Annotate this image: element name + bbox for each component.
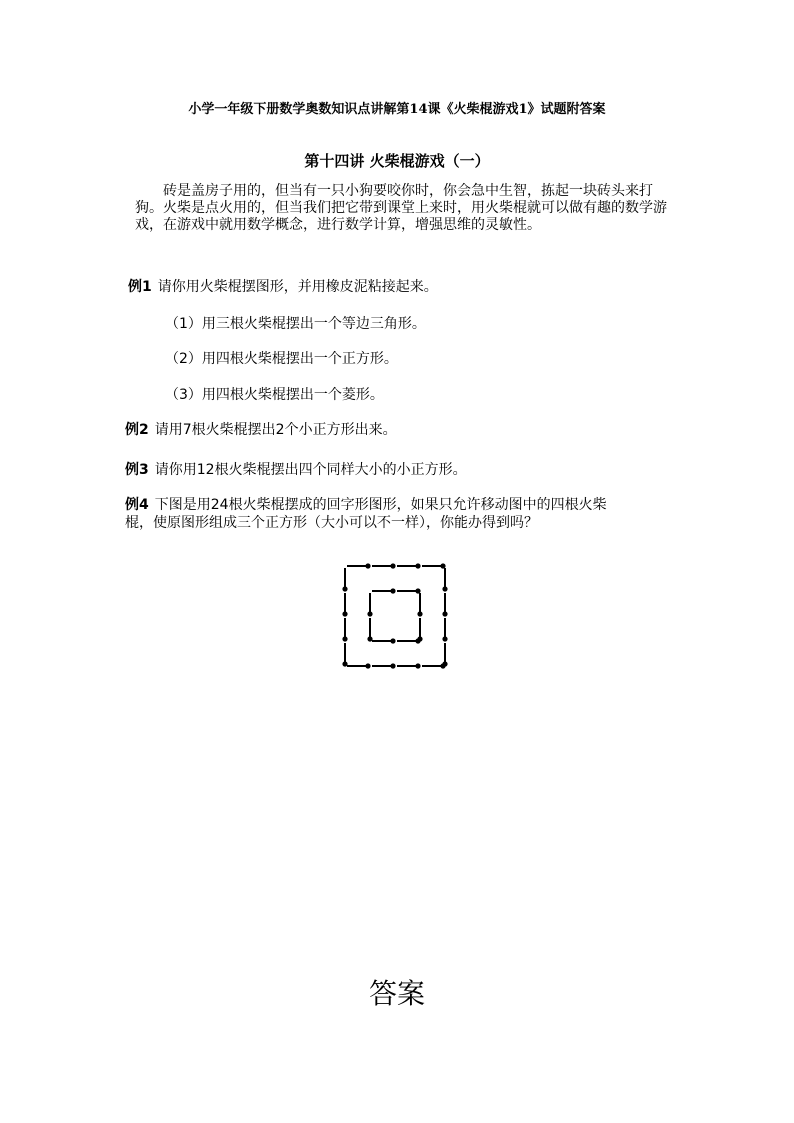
matchstick-head (342, 586, 347, 591)
matchstick-head (442, 586, 447, 591)
matchstick-head (365, 663, 370, 668)
matchstick-head (390, 588, 395, 593)
matchstick-head (442, 636, 447, 641)
matchstick-head (415, 663, 420, 668)
sub-item-1: （1）用三根火柴棍摆出一个等边三角形。 (165, 316, 426, 332)
example-text: 请你用12根火柴棍摆出四个同样大小的小正方形。 (154, 462, 467, 478)
matchstick-head (415, 588, 420, 593)
example-2 (125, 419, 397, 439)
example-label: 例3 (125, 462, 149, 478)
matchstick-head (367, 636, 372, 641)
example-label: 例1 (128, 279, 152, 295)
sub-item-3: （3）用四根火柴棍摆出一个菱形。 (165, 387, 384, 403)
matchstick-head (440, 563, 445, 568)
matchstick-head (442, 661, 447, 666)
matchstick-head (417, 611, 422, 616)
example-text: 请用7根火柴棍摆出2个小正方形出来。 (154, 422, 397, 438)
example-text: 请你用火柴棍摆图形，并用橡皮泥粘接起来。 (157, 279, 438, 295)
matchstick-head (390, 563, 395, 568)
example-label: 例4 (125, 497, 149, 513)
matchstick-head (417, 636, 422, 641)
example-1 (128, 276, 438, 296)
matchsticks (342, 563, 447, 668)
answer-heading: 答案 (368, 977, 425, 1010)
matchstick-head (415, 563, 420, 568)
sub-item-2: （2）用四根火柴棍摆出一个正方形。 (165, 351, 398, 367)
example-3 (125, 459, 467, 479)
matchstick-head (342, 636, 347, 641)
matchstick-head (442, 611, 447, 616)
matchstick-head (342, 611, 347, 616)
lesson-title: 第十四讲 火柴棍游戏（一） (304, 152, 490, 170)
example-4-line-2: 棍，使原图形组成三个正方形（大小可以不一样），你能办得到吗？ (125, 515, 538, 531)
matchstick-head (367, 611, 372, 616)
matchstick-head (342, 661, 347, 666)
matchstick-figure (335, 558, 455, 678)
example-4 (125, 494, 607, 514)
matchstick-head (390, 663, 395, 668)
document-title: 小学一年级下册数学奥数知识点讲解第14课《火柴棍游戏1》试题附答案 (188, 102, 606, 117)
example-label: 例2 (125, 422, 149, 438)
matchstick-head (390, 638, 395, 643)
intro-paragraph: 砖是盖房子用的，但当有一只小狗要咬你时，你会急中生智，拣起一块砖头来打狗。火柴是点火用的，但当我们把它带到课堂上来时，用火柴棍就可以做有趣的数学游戏，在游戏中就用数学概念，进行数学计算，增强思维的灵敏性。 (135, 183, 667, 233)
example-text: 下图是用24根火柴棍摆成的回字形图形，如果只允许移动图中的四根火柴 (154, 497, 607, 513)
matchstick-head (365, 563, 370, 568)
